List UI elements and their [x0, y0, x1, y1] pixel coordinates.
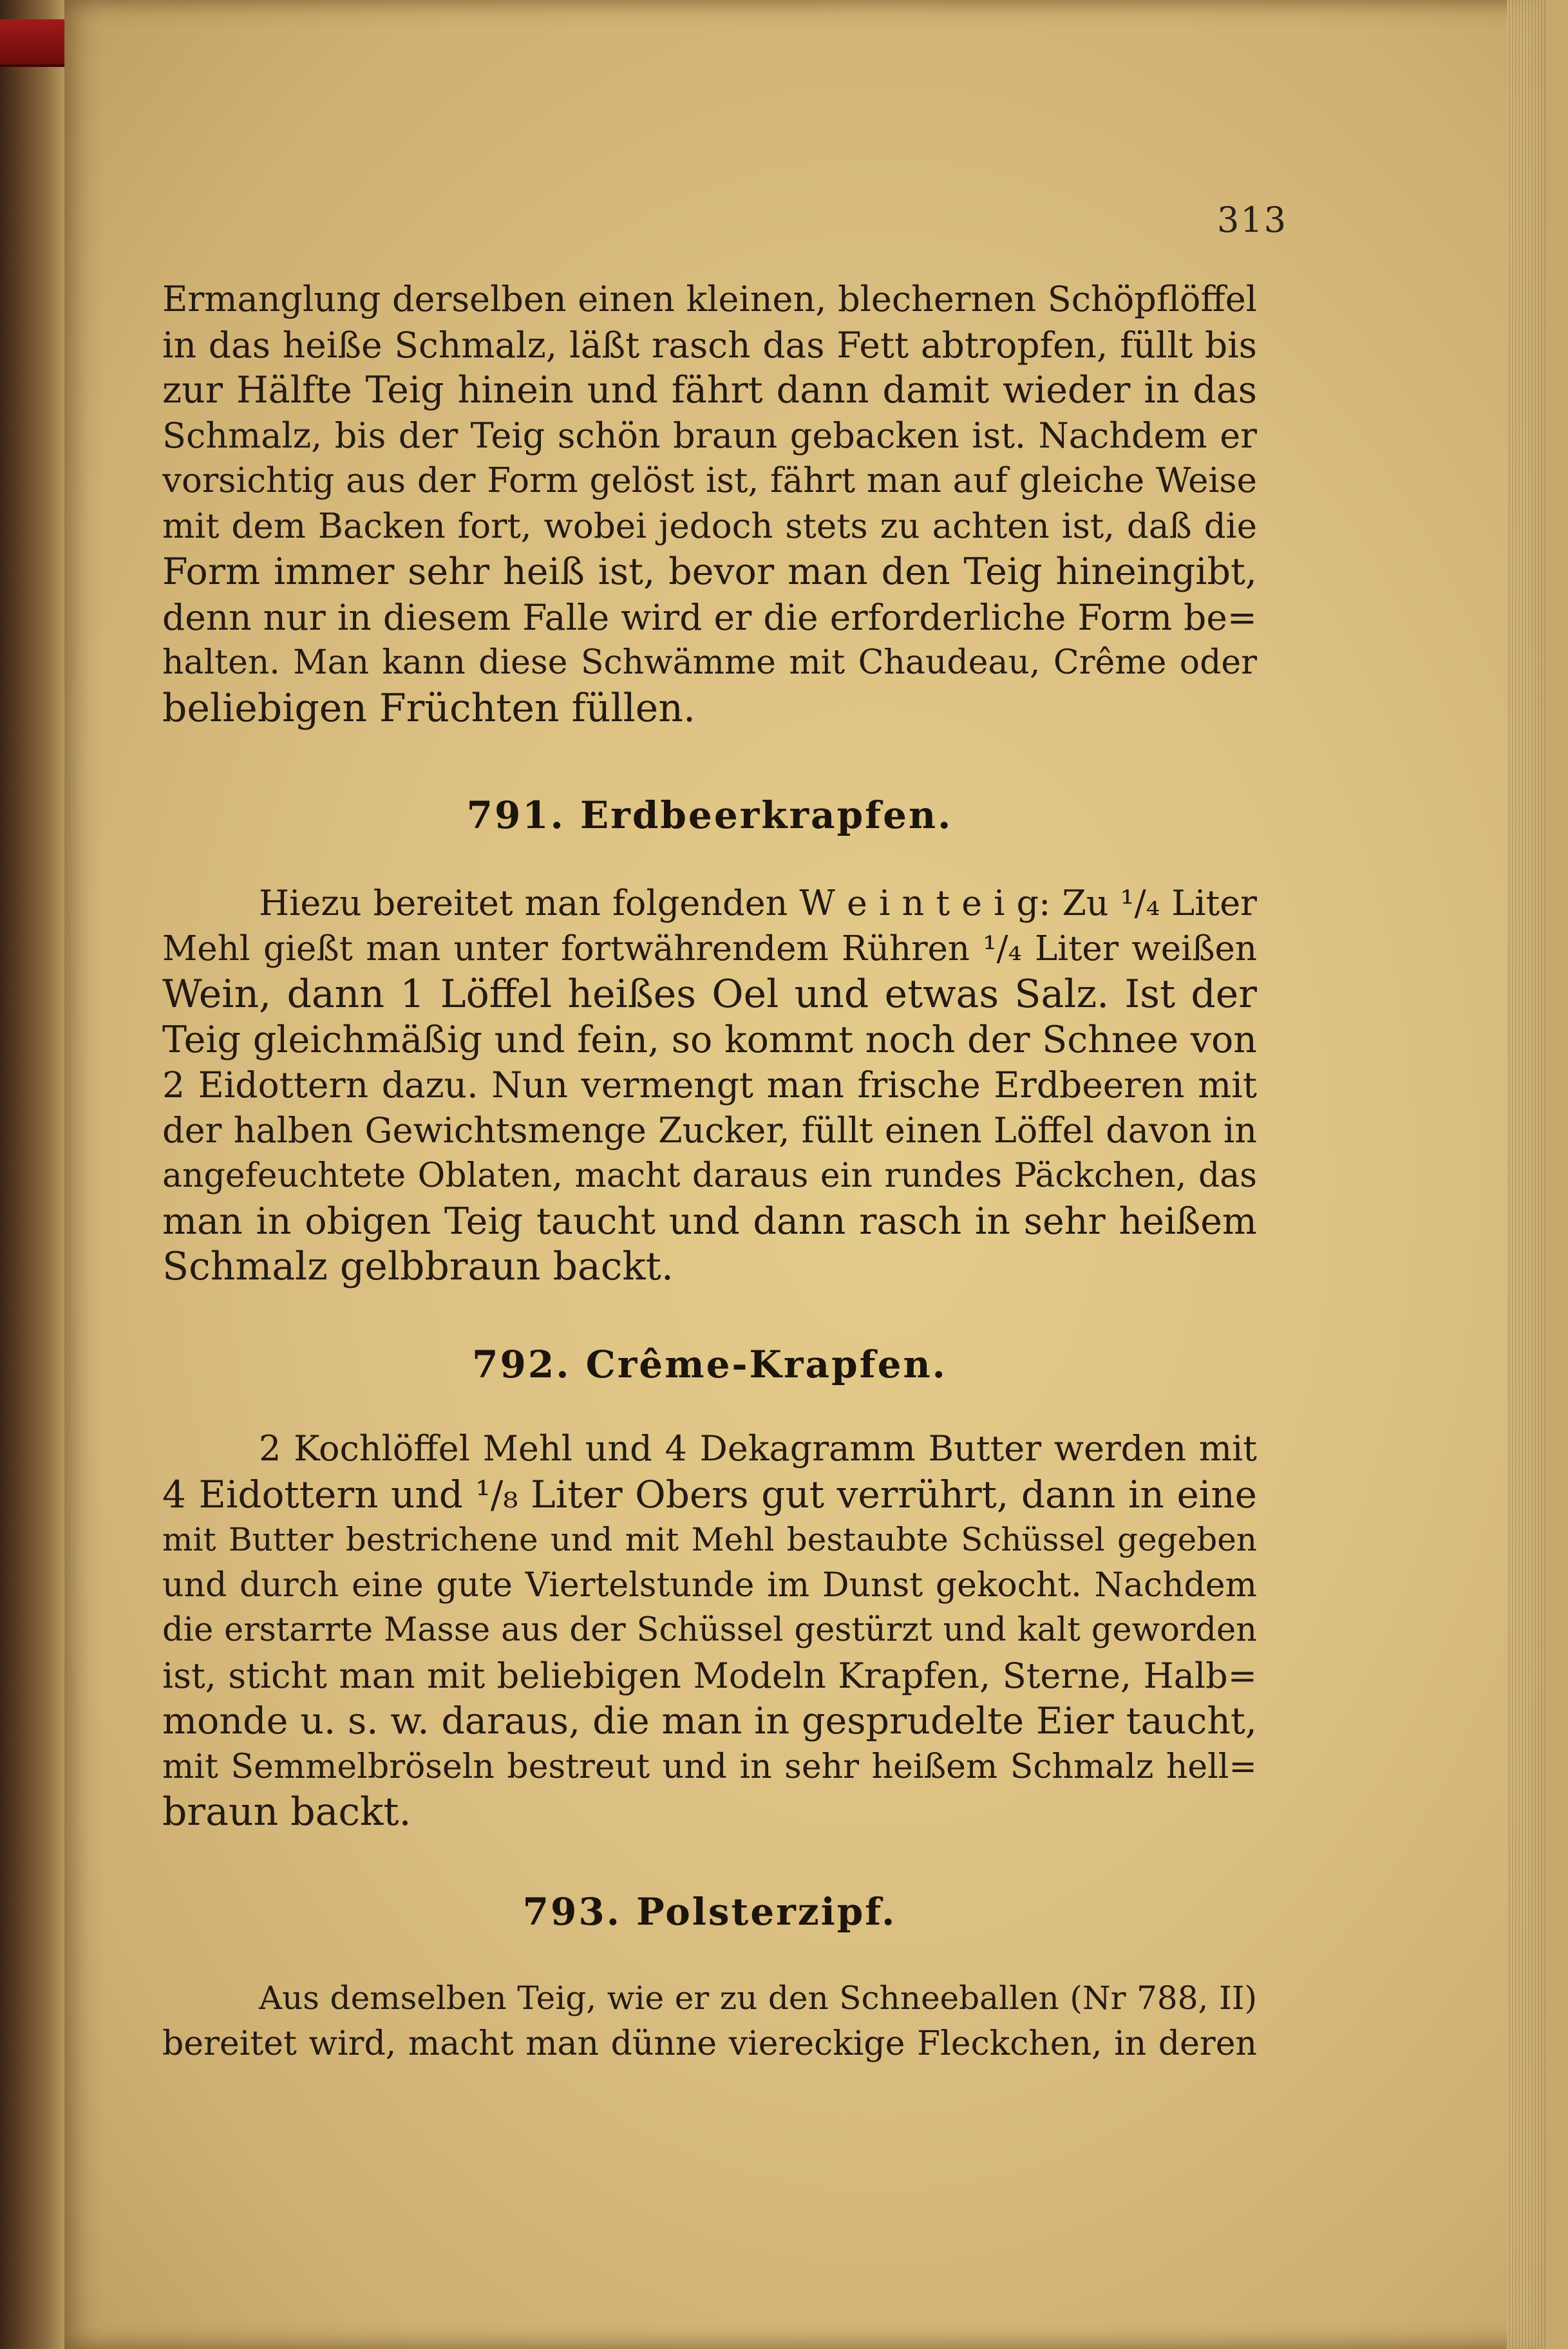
text-line: vorsichtig aus der Form gelöst ist, fährt man auf gleiche Weise — [162, 461, 1257, 500]
text-line: in das heiße Schmalz, läßt rasch das Fett abtropfen, füllt bis — [162, 324, 1257, 366]
text-line: Ermanglung derselben einen kleinen, blechernen Schöpflöffel — [162, 279, 1257, 319]
text-line: 4 Eidottern und ¹/₈ Liter Obers gut verrührt, dann in eine — [162, 1472, 1257, 1516]
page-edges — [1507, 0, 1545, 2349]
text-line: mit Butter bestrichene und mit Mehl bestaubte Schüssel gegeben — [162, 1521, 1257, 1558]
text-line: Mehl gießt man unter fortwährendem Rühren ¹/₄ Liter weißen — [162, 929, 1257, 968]
page-number: 313 — [1217, 200, 1288, 240]
text-line: Form immer sehr heiß ist, bevor man den Teig hineingibt, — [162, 551, 1257, 593]
text-line: braun backt. — [162, 1789, 411, 1835]
text-line: Teig gleichmäßig und fein, so kommt noch der Schnee von — [162, 1018, 1257, 1061]
recipe-792-body — [162, 1426, 1257, 1835]
text-line: Hiezu bereitet man folgenden W e i n t e i g: Zu ¹/₄ Liter — [259, 883, 1257, 923]
text-line: der halben Gewichtsmenge Zucker, füllt einen Löffel davon in — [162, 1109, 1257, 1151]
text-line: und durch eine gute Viertelstunde im Dunst gekocht. Nachdem — [162, 1565, 1257, 1605]
recipe-793-heading: 793. Polsterzipf. — [522, 1890, 897, 1934]
text-line: angefeuchtete Oblaten, macht daraus ein rundes Päckchen, das — [162, 1156, 1257, 1195]
text-line: beliebigen Früchten füllen. — [162, 685, 696, 731]
recipe-793-body — [162, 1976, 1257, 2066]
text-line: bereitet wird, macht man dünne viereckige Fleckchen, in deren — [162, 2024, 1257, 2063]
text-line: zur Hälfte Teig hinein und fährt dann damit wieder in das — [162, 369, 1257, 411]
text-line: 2 Eidottern dazu. Nun vermengt man frische Erdbeeren mit — [162, 1064, 1257, 1106]
paragraph-continuation — [162, 277, 1257, 731]
text-line: denn nur in diesem Falle wird er die erforderliche Form be= — [162, 596, 1257, 638]
text-line: die erstarrte Masse aus der Schüssel gestürzt und kalt geworden — [162, 1611, 1257, 1649]
recipe-792-heading: 792. Crême-Krapfen. — [472, 1343, 947, 1386]
text-line: Wein, dann 1 Löffel heißes Oel und etwas Salz. Ist der — [162, 972, 1257, 1017]
text-line: halten. Man kann diese Schwämme mit Chaudeau, Crême oder — [162, 643, 1257, 682]
text-line: mit Semmelbröseln bestreut und in sehr heißem Schmalz hell= — [162, 1747, 1257, 1786]
recipe-791-heading: 791. Erdbeerkrapfen. — [466, 793, 953, 837]
text-line: ist, sticht man mit beliebigen Modeln Krapfen, Sterne, Halb= — [162, 1655, 1257, 1696]
text-line: mit dem Backen fort, wobei jedoch stets zu achten ist, daß die — [162, 506, 1257, 546]
text-line: man in obigen Teig taucht und dann rasch in sehr heißem — [162, 1200, 1257, 1243]
text-line: Schmalz, bis der Teig schön braun gebacken ist. Nachdem er — [162, 415, 1257, 456]
text-line: Aus demselben Teig, wie er zu den Schneeballen (Nr 788, II) — [259, 1979, 1257, 2017]
recipe-791-body — [162, 881, 1257, 1290]
text-line: Schmalz gelbbraun backt. — [162, 1244, 674, 1289]
text-line: monde u. s. w. daraus, die man in gesprudelte Eier taucht, — [162, 1700, 1257, 1742]
text-line: 2 Kochlöffel Mehl und 4 Dekagramm Butter werden mit — [259, 1428, 1257, 1469]
